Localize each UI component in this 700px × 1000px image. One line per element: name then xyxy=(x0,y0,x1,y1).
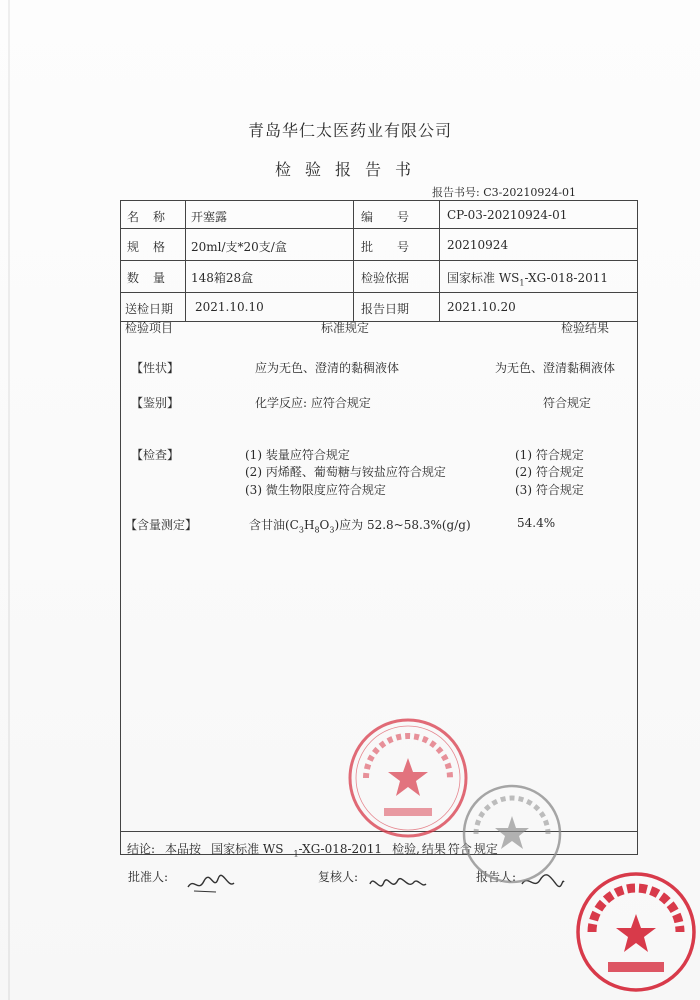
conclusion-part6: 规定 xyxy=(473,842,498,856)
company-name: 青岛华仁太医药业有限公司 xyxy=(247,121,452,140)
conclusion-part1: 本品按 xyxy=(165,842,202,856)
identification-result: 符合规定 xyxy=(543,396,592,410)
quality-seal-stamp xyxy=(574,870,698,994)
header-result: 检验结果 xyxy=(561,321,610,335)
reviewer-signature xyxy=(368,872,428,900)
inspection-standard-1: (1) 装量应符合规定 xyxy=(245,448,350,462)
conclusion-part5: 符合 xyxy=(447,842,472,856)
approver-signature xyxy=(186,873,236,899)
inspection-standard-2: (2) 丙烯醛、葡萄糖与铵盐应符合规定 xyxy=(245,465,446,479)
conclusion-basis-suffix: -XG-018-2011 xyxy=(298,842,383,856)
submit-date-value: 2021.10.10 xyxy=(195,300,264,314)
col-divider xyxy=(439,201,440,321)
report-date-value: 2021.10.20 xyxy=(447,300,516,314)
appearance-result: 为无色、澄清黏稠液体 xyxy=(495,361,616,375)
conclusion-line xyxy=(127,840,508,858)
header-test-item: 检验项目 xyxy=(125,321,174,335)
approver-label: 批准人: xyxy=(128,870,169,884)
approver-signature-scribble xyxy=(186,873,236,895)
reporter-label: 报告人: xyxy=(476,870,517,884)
reviewer-signature-scribble xyxy=(368,872,428,896)
inspection-standard-3: (3) 微生物限度应符合规定 xyxy=(245,483,386,497)
reviewer-label: 复核人: xyxy=(318,870,359,884)
basis-prefix: 国家标准 WS xyxy=(447,271,520,285)
gray-seal-stamp xyxy=(460,782,564,886)
submit-date-label: 送检日期 xyxy=(125,302,174,316)
basis-value xyxy=(447,269,608,287)
formula-sub-o: 3 xyxy=(329,525,335,535)
formula-o: O xyxy=(319,518,330,532)
basis-subscript: 1 xyxy=(519,278,525,288)
assay-label: 【含量测定】 xyxy=(125,518,198,532)
row-divider xyxy=(121,292,637,293)
inspection-label: 【检查】 xyxy=(131,448,180,462)
inspection-result-3: (3) 符合规定 xyxy=(515,483,584,497)
batch-value: 20210924 xyxy=(447,238,509,252)
row-divider xyxy=(121,260,637,261)
appearance-label: 【性状】 xyxy=(131,361,180,375)
basis-suffix: -XG-018-2011 xyxy=(524,271,608,285)
identification-standard: 化学反应: 应符合规定 xyxy=(255,396,371,410)
conclusion-basis xyxy=(211,842,383,859)
document-title: 检验报告书 xyxy=(274,160,425,179)
conclusion-part4: 结果 xyxy=(421,842,446,856)
assay-suffix: )应为 52.8~58.3%(g/g) xyxy=(334,518,471,532)
col-divider xyxy=(353,201,354,321)
scan-edge-shadow xyxy=(8,0,10,1000)
formula-h: H xyxy=(303,518,315,532)
inspection-result-2: (2) 符合规定 xyxy=(515,465,584,479)
header-standard: 标准规定 xyxy=(321,321,370,335)
quantity-label: 数量 xyxy=(127,271,180,285)
appearance-standard: 应为无色、澄清的黏稠液体 xyxy=(255,361,400,375)
code-value: CP-03-20210924-01 xyxy=(447,208,568,222)
spec-label: 规格 xyxy=(127,240,180,254)
assay-prefix: 含甘油(C xyxy=(249,518,299,532)
conclusion-basis-sub: 1 xyxy=(293,849,299,859)
assay-standard xyxy=(249,516,471,534)
report-number: 报告书号: C3-20210924-01 xyxy=(432,186,577,199)
batch-label: 批号 xyxy=(361,240,434,254)
formula-sub-c: 3 xyxy=(298,525,304,535)
row-divider xyxy=(121,321,637,322)
conclusion-part3: 检验, xyxy=(392,842,420,856)
row-divider xyxy=(121,228,637,229)
assay-result: 54.4% xyxy=(517,516,556,530)
name-label: 名称 xyxy=(127,210,180,224)
basis-label: 检验依据 xyxy=(361,271,410,285)
inspection-seal-stamp xyxy=(346,716,470,840)
identification-label: 【鉴别】 xyxy=(131,396,180,410)
conclusion-basis-prefix: 国家标准 WS xyxy=(211,842,284,856)
formula-sub-h: 8 xyxy=(314,525,320,535)
quantity-value: 148箱28盒 xyxy=(191,271,254,285)
conclusion-prefix: 结论: xyxy=(127,842,156,856)
inspection-result-1: (1) 符合规定 xyxy=(515,448,584,462)
code-label: 编号 xyxy=(361,210,434,224)
col-divider xyxy=(185,201,186,321)
report-date-label: 报告日期 xyxy=(361,302,410,316)
spec-value: 20ml/支*20支/盒 xyxy=(191,240,287,254)
name-value: 开塞露 xyxy=(191,210,228,224)
